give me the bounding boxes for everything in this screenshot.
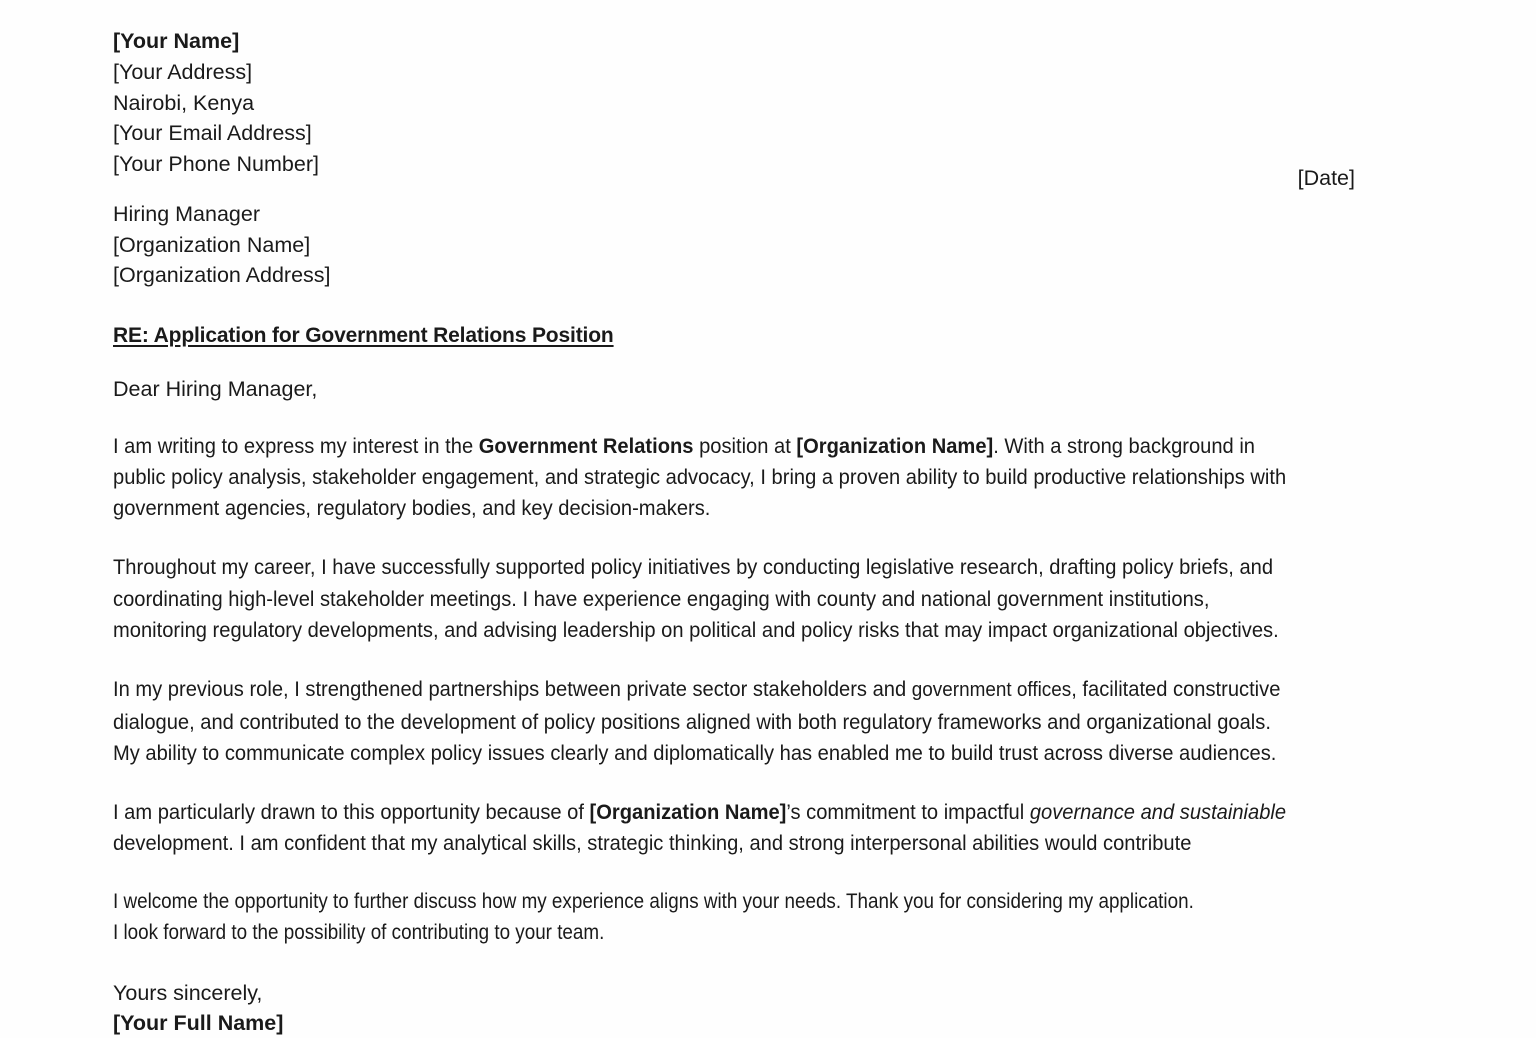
recipient-attention: Hiring Manager: [113, 202, 260, 226]
body-paragraph-3: [113, 674, 1287, 769]
sender-address: [Your Address]: [113, 60, 253, 84]
p4-organization-bold: [Organization Name]: [589, 800, 787, 825]
p4-text-c: ’s commitment to impactful: [786, 800, 1030, 825]
p2-text: Throughout my career, I have successfully supported policy initiatives by conducting legislative research, drafting policy briefs, and coordinating high-level stakeholder meetings. I have experience engaging with county and national government institutions, monitoring regulatory developments, and advising leadership on political and policy risks that may impact organizational objectives.: [113, 555, 1279, 642]
p5-line-2: I look forward to the possibility of contributing to your team.: [113, 920, 605, 945]
p1-text-a: I am writing to express my interest in the: [113, 433, 479, 458]
salutation: Dear Hiring Manager,: [113, 376, 318, 401]
sender-name: [Your Name]: [113, 29, 240, 53]
sender-city: Nairobi, Kenya: [113, 90, 255, 115]
subject-line: RE: Application for Government Relations Position: [113, 323, 614, 347]
p4-text-e: development. I am confident that my analytical skills, strategic thinking, and strong interpersonal abilities would contribute: [113, 831, 1192, 856]
p1-text-c: position at: [693, 433, 797, 458]
p1-text-e: . With a strong background in public policy analysis, stakeholder engagement, and strategic advocacy, I bring a proven ability to build productive relationships with government agencies, regulatory bodies, and key decision-makers.: [113, 433, 1287, 521]
sender-phone: [Your Phone Number]: [113, 151, 319, 176]
p1-role-bold: Government Relations: [478, 433, 694, 458]
sender-email: [Your Email Address]: [113, 121, 312, 145]
subject-line-wrapper: [113, 291, 1355, 350]
closing-salutation: Yours sincerely,: [113, 981, 263, 1006]
p3-government-offices: government offices: [911, 679, 1072, 702]
body-paragraph-5: [113, 886, 1212, 949]
body-paragraph-1: [113, 431, 1287, 525]
recipient-address-block: [113, 199, 1355, 291]
p4-governance-italic: governance and sustainiable: [1029, 800, 1287, 825]
p5-line-1: I welcome the opportunity to further discuss how my experience aligns with your needs. Thank you for considering my application.: [113, 888, 1194, 913]
recipient-address: [Organization Address]: [113, 263, 331, 287]
p4-text-a: I am particularly drawn to this opportunity because of: [113, 800, 590, 825]
body-paragraph-4: [113, 797, 1287, 860]
sender-address-block: [113, 26, 1355, 179]
recipient-organization: [Organization Name]: [113, 232, 311, 257]
signature-name: [Your Full Name]: [113, 1011, 284, 1036]
p3-text-c: , facilitated constructive dialogue, and contributed to the development of policy positions aligned with both regulatory frameworks and organizational goals. My ability to communicate complex policy issues clearly and diplomatically has enabled me to build trust across diverse audiences.: [113, 677, 1281, 765]
p3-text-a: In my previous role, I strengthened partnerships between private sector stakeholders and: [113, 677, 912, 702]
letter-date: [Date]: [1297, 166, 1355, 190]
p1-organization-bold: [Organization Name]: [796, 433, 994, 458]
body-paragraph-2: [113, 552, 1287, 646]
